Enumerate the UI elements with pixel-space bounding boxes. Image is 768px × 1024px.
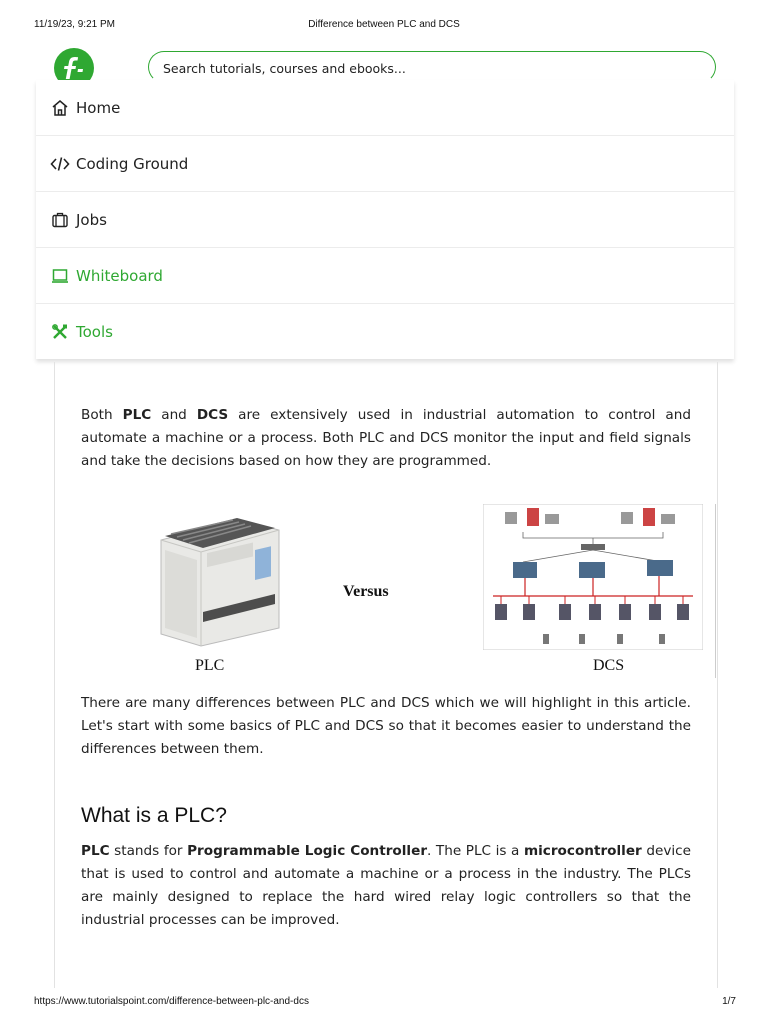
article-content [54,362,718,988]
print-title: Difference between PLC and DCS [308,19,460,30]
print-date: 11/19/23, 9:21 PM [34,19,115,30]
section-heading-plc: What is a PLC? [81,804,227,827]
versus-label: Versus [343,583,389,600]
whiteboard-icon [50,266,70,286]
nav-item-label: Whiteboard [76,266,163,285]
nav-menu [36,80,734,359]
code-icon [50,154,70,174]
nav-item-label: Jobs [76,210,107,229]
dcs-caption: DCS [593,657,625,674]
plc-vs-dcs-figure [147,504,747,679]
nav-item-label: Coding Ground [76,154,189,173]
nav-item-whiteboard[interactable] [36,248,734,304]
home-icon [50,98,70,118]
briefcase-icon [50,210,70,230]
nav-item-coding-ground[interactable] [36,136,734,192]
nav-item-label: Home [76,98,121,117]
nav-item-jobs[interactable] [36,192,734,248]
nav-item-tools[interactable] [36,304,734,359]
print-url: https://www.tutorialspoint.com/difference-between-plc-and-dcs [34,996,309,1007]
plc-device-image [151,510,281,650]
differences-paragraph: There are many differences between PLC and DCS which we will highlight in this article. Let's start with some basics of PLC and DCS so that it becomes easier to understand the differences between them. [81,695,691,757]
print-footer [0,990,768,1024]
dcs-architecture-diagram [483,504,703,650]
search-input[interactable] [161,56,685,80]
plc-caption: PLC [195,657,225,674]
print-header [0,0,768,34]
plc-definition-paragraph: PLC stands for Programmable Logic Controller. The PLC is a microcontroller device that is used to control and automate a machine or a process in the industry. The PLCs are mainly designed to replace the hard wired relay logic controllers so that the industrial processes can be improved. [81,843,691,928]
figure-divider [715,504,716,678]
search-bar[interactable] [148,51,716,83]
nav-item-home[interactable] [36,80,734,136]
print-page-number: 1/7 [722,996,736,1007]
nav-item-label: Tools [76,322,113,341]
intro-paragraph: Both PLC and DCS are extensively used in industrial automation to control and automate a machine or a process. Both PLC and DCS monitor the input and field signals and take the decisions based on how they are programmed. [81,407,691,469]
tools-icon [50,322,70,342]
